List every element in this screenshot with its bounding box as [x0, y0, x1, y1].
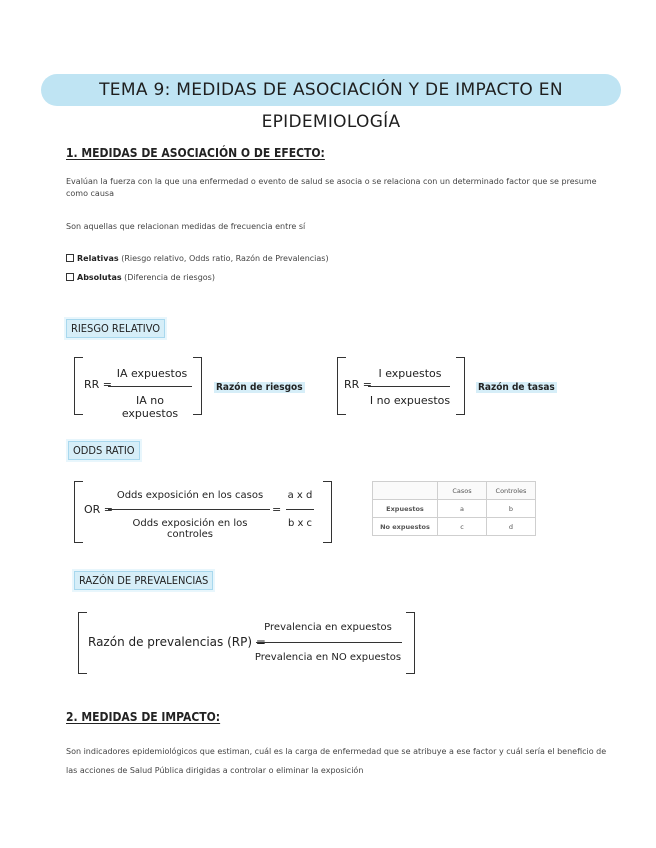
rr-tag: RIESGO RELATIVO: [66, 319, 165, 338]
checkbox-icon: [66, 254, 74, 262]
section2-paragraph1: Son indicadores epidemiológicos que estiman, cuál es la carga de enfermedad que se atribuye a ese factor y cuál sería el beneficio de las acciones de Salud Pública dirigidas a controlar o eliminar la exposición: [66, 747, 607, 775]
rr1-note: Razón de riesgos: [216, 382, 303, 393]
or-denominator: Odds exposición en los controles: [132, 518, 248, 540]
bullet-relativas: [66, 254, 329, 263]
rr1-denominator: IA no expuestos: [121, 394, 179, 420]
contingency-table: [372, 481, 536, 536]
table-header-row: [373, 482, 536, 500]
bullet-detail: (Riesgo relativo, Odds ratio, Razón de Prevalencias): [118, 254, 329, 263]
table-row: [373, 500, 536, 518]
section1-heading: 1. MEDIDAS DE ASOCIACIÓN O DE EFECTO:: [66, 146, 325, 160]
table-cell: c: [438, 518, 487, 536]
fraction-line: [368, 386, 450, 387]
checkbox-icon: [66, 273, 74, 281]
table-row: [373, 518, 536, 536]
rr2-note: Razón de tasas: [478, 382, 555, 393]
rp-numerator: Prevalencia en expuestos: [264, 622, 392, 633]
rr1-numerator: IA expuestos: [116, 367, 188, 380]
rr1-lhs: RR =: [84, 378, 112, 391]
fraction-line: [256, 642, 402, 643]
section1-paragraph2: Son aquellas que relacionan medidas de frecuencia entre sí: [66, 222, 306, 231]
rp-lhs: Razón de prevalencias (RP) =: [88, 635, 266, 649]
or-tag: ODDS RATIO: [68, 441, 140, 460]
rp-tag: RAZÓN DE PREVALENCIAS: [74, 571, 213, 590]
fraction-line: [286, 509, 314, 510]
section2-heading: 2. MEDIDAS DE IMPACTO:: [66, 710, 221, 724]
bullet-detail: (Diferencia de riesgos): [121, 273, 215, 282]
or-numerator: Odds exposición en los casos: [116, 490, 264, 501]
table-cell: b: [487, 500, 536, 518]
table-header-cell: Casos: [438, 482, 487, 500]
fraction-line: [108, 509, 270, 510]
section1-paragraph1: Evalúan la fuerza con la que una enfermedad o evento de salud se asocia o se relaciona con un determinado factor que se presume como causa: [66, 177, 597, 198]
rr2-lhs: RR =: [344, 378, 372, 391]
table-cell: a: [438, 500, 487, 518]
fraction-line: [108, 386, 192, 387]
bracket-right: [193, 357, 202, 415]
or-numerator2: a x d: [287, 490, 313, 501]
bracket-right: [456, 357, 465, 415]
table-row-header: No expuestos: [373, 518, 438, 536]
bullet-absolutas: [66, 273, 215, 282]
bracket-right: [406, 612, 415, 674]
bracket-left: [74, 481, 83, 543]
rr2-numerator: I expuestos: [378, 367, 442, 380]
or-denominator2: b x c: [287, 518, 313, 529]
bullet-label: Relativas: [77, 254, 119, 263]
table-cell: d: [487, 518, 536, 536]
bracket-right: [323, 481, 332, 543]
bracket-left: [78, 612, 87, 674]
or-lhs: OR =: [84, 503, 114, 516]
rp-denominator: Prevalencia en NO expuestos: [254, 652, 402, 663]
bullet-label: Absolutas: [77, 273, 122, 282]
table-header-cell: Controles: [487, 482, 536, 500]
table-header-cell: [373, 482, 438, 500]
bracket-left: [74, 357, 83, 415]
table-row-header: Expuestos: [373, 500, 438, 518]
page-title: TEMA 9: MEDIDAS DE ASOCIACIÓN Y DE IMPACTO EN EPIDEMIOLOGÍA: [99, 80, 563, 132]
rr2-denominator: I no expuestos: [369, 394, 451, 407]
or-equals: =: [272, 503, 282, 516]
